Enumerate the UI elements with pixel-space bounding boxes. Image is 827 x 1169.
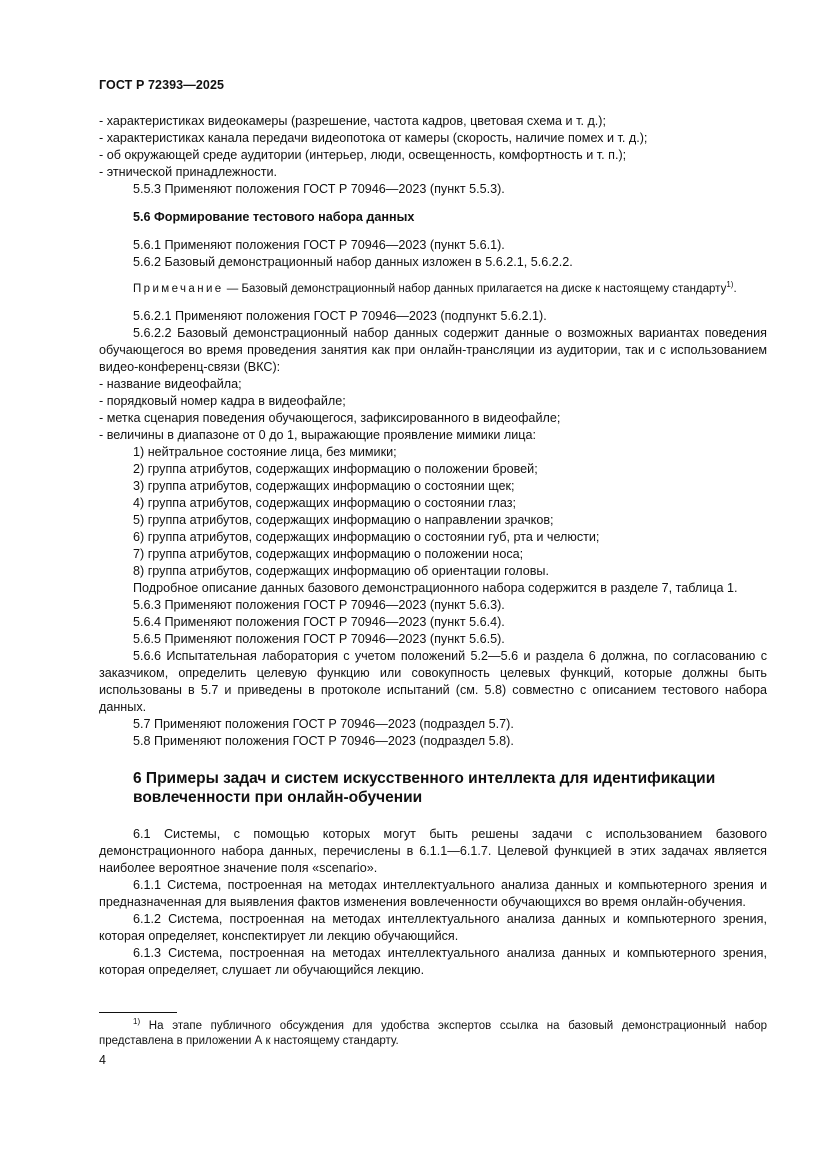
numbered-item: 3) группа атрибутов, содержащих информацию о состоянии щек; [133,479,515,493]
clause-5-6-4: 5.6.4 Применяют положения ГОСТ Р 70946—2023 (пункт 5.6.4). [133,615,505,629]
list-item: - этнической принадлежности. [99,165,278,179]
note-label: Примечание [133,283,224,295]
clause-5-7: 5.7 Применяют положения ГОСТ Р 70946—2023 (подраздел 5.7). [133,717,514,731]
clause-5-6-3: 5.6.3 Применяют положения ГОСТ Р 70946—2023 (пункт 5.6.3). [133,598,505,612]
clause-6-1: 6.1 Системы, с помощью которых могут быть решены задачи с использованием базового демонстрационного набора данных, перечислены в 6.1.1—6.1.7. Целевой функцией в этих задачах является наиболее вероятное значение поля «scenario». [99,827,767,875]
numbered-item: 1) нейтральное состояние лица, без мимики; [133,445,397,459]
note [99,282,767,297]
clause-5-6-1: 5.6.1 Применяют положения ГОСТ Р 70946—2023 (пункт 5.6.1). [133,238,505,252]
page-number: 4 [99,1053,106,1067]
list-b [99,376,767,444]
numbered-item: 7) группа атрибутов, содержащих информацию о положении носа; [133,547,524,561]
list-item: - характеристиках видеокамеры (разрешение, частота кадров, цветовая схема и т. д.); [99,114,606,128]
section-6-title-line2: вовлеченности при онлайн-обучении [133,789,423,806]
clause-5-8: 5.8 Применяют положения ГОСТ Р 70946—2023 (подраздел 5.8). [133,734,514,748]
list-item: - порядковый номер кадра в видеофайле; [99,394,346,408]
footnote-text: На этапе публичного обсуждения для удобства экспертов ссылка на базовый демонстрационный набор представлена в приложении А к настоящему стандарту. [99,1020,767,1047]
numbered-item: 5) группа атрибутов, содержащих информацию о направлении зрачков; [133,513,554,527]
list-a [99,113,767,181]
numbered-item: 8) группа атрибутов, содержащих информацию об ориентации головы. [133,564,549,578]
clause-5-6-6: 5.6.6 Испытательная лаборатория с учетом положений 5.2—5.6 и раздела 6 должна, по согласованию с заказчиком, определить целевую функцию или совокупность целевых функций, которые должны быть использованы в 5.7 и приведены в протоколе испытаний (см. 5.8) совместно с описанием тестового набора данных. [99,649,767,714]
clause-5-6-2: 5.6.2 Базовый демонстрационный набор данных изложен в 5.6.2.1, 5.6.2.2. [133,255,573,269]
list-c [99,444,767,580]
clause-5-6-2-1: 5.6.2.1 Применяют положения ГОСТ Р 70946—2023 (подпункт 5.6.2.1). [133,309,547,323]
note-text: — Базовый демонстрационный набор данных прилагается на диске к настоящему стандарту [223,283,727,295]
description-paragraph: Подробное описание данных базового демонстрационного набора содержится в разделе 7, таблица 1. [133,581,738,595]
list-item: - об окружающей среде аудитории (интерьер, люди, освещенность, комфортность и т. п.); [99,148,627,162]
clause-6-1-2: 6.1.2 Система, построенная на методах интеллектуального анализа данных и компьютерного зрения, которая определяет, конспектирует ли лекцию обучающийся. [99,912,767,943]
note-end: . [733,283,737,295]
list-item: - характеристиках канала передачи видеопотока от камеры (скорость, наличие помех и т. д.); [99,131,648,145]
section-5-6-title: 5.6 Формирование тестового набора данных [133,210,415,224]
numbered-item: 4) группа атрибутов, содержащих информацию о состоянии глаз; [133,496,517,510]
clause-5-6-5: 5.6.5 Применяют положения ГОСТ Р 70946—2023 (пункт 5.6.5). [133,632,505,646]
footnote [99,1019,767,1049]
note-footnote-ref: 1) [726,280,734,290]
clause-5-5-3: 5.5.3 Применяют положения ГОСТ Р 70946—2023 (пункт 5.5.3). [133,182,505,196]
clause-6-1-1: 6.1.1 Система, построенная на методах интеллектуального анализа данных и компьютерного зрения и предназначенная для выявления фактов изменения вовлеченности обучающихся во время онлайн-обучения. [99,878,767,909]
clause-5-6-2-2: 5.6.2.2 Базовый демонстрационный набор данных содержит данные о возможных вариантах поведения обучающегося во время проведения занятия как при онлайн-трансляции из аудитории, так и с использованием видео-конференц-связи (ВКС): [99,326,767,374]
footnote-divider [99,1012,177,1013]
list-item: - величины в диапазоне от 0 до 1, выражающие проявление мимики лица: [99,428,536,442]
list-item: - метка сценария поведения обучающегося, зафиксированного в видеофайле; [99,411,561,425]
document-header: ГОСТ Р 72393—2025 [99,78,225,92]
clause-6-1-3: 6.1.3 Система, построенная на методах интеллектуального анализа данных и компьютерного зрения, которая определяет, слушает ли обучающийся лекцию. [99,946,767,977]
footnote-mark: 1) [133,1017,141,1027]
numbered-item: 2) группа атрибутов, содержащих информацию о положении бровей; [133,462,538,476]
page-body [99,113,767,979]
numbered-item: 6) группа атрибутов, содержащих информацию о состоянии губ, рта и челюсти; [133,530,600,544]
list-item: - название видеофайла; [99,377,242,391]
section-6-title-line1: 6 Примеры задач и систем искусственного интеллекта для идентификации [133,770,716,787]
